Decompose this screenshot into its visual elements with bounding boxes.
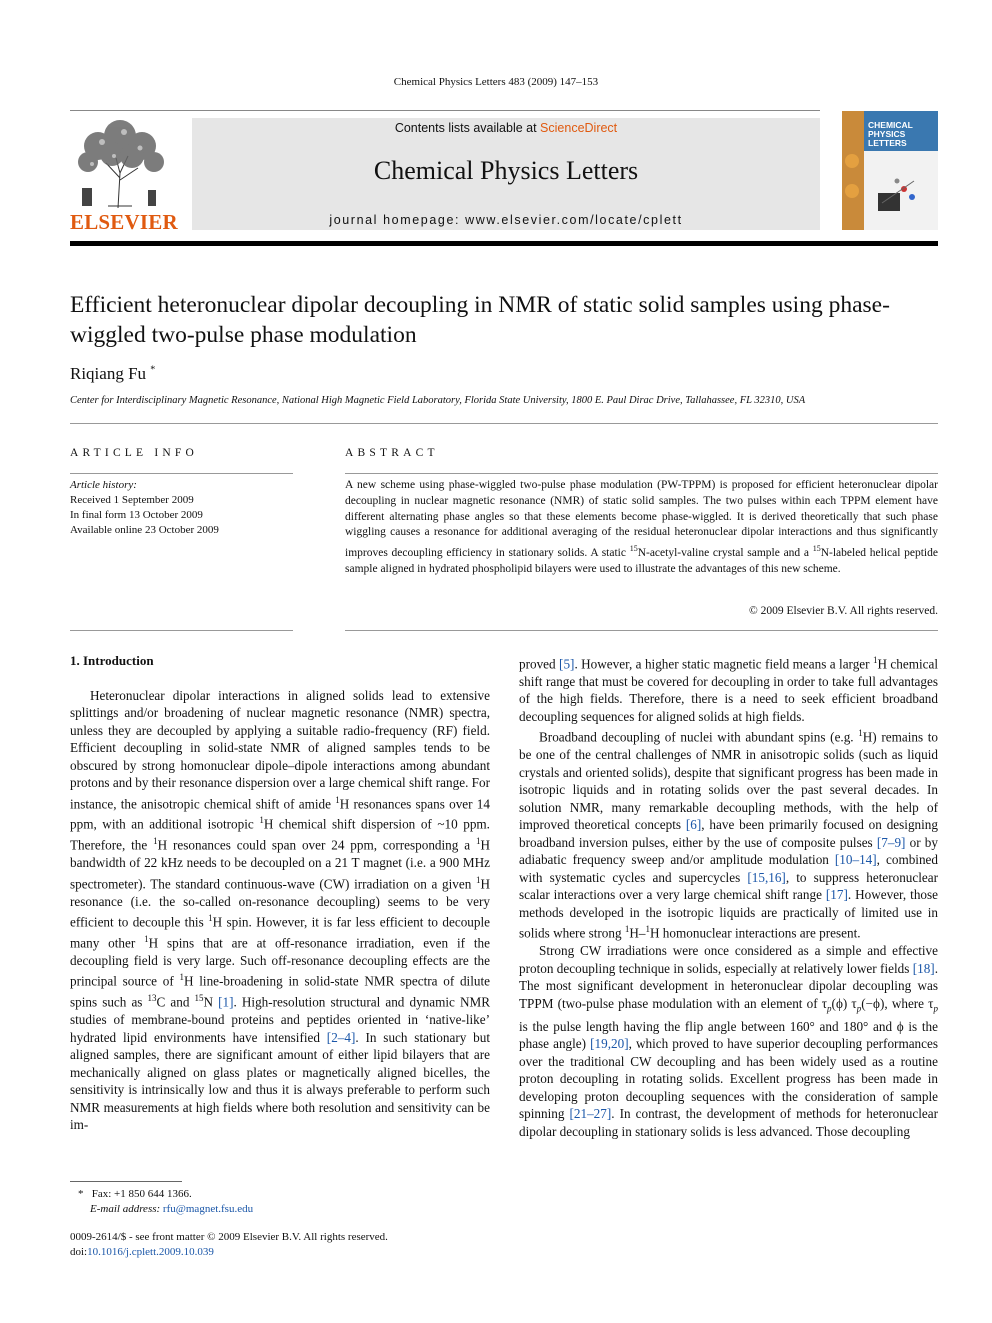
journal-citation: Chemical Physics Letters 483 (2009) 147–153 bbox=[393, 76, 599, 88]
fax-line: * Fax: +1 850 644 1366. bbox=[78, 1188, 192, 1200]
author-name bbox=[70, 364, 155, 384]
paragraph: proved [5]. However, a higher static magnetic field means a larger $^1$H chemical shift range that must be covered for decoupling in order to take full advantages of the high fields. Therefore, there is a need to seek efficient broadband decoupling sequences for aligned solids at high fields. bbox=[519, 655, 938, 724]
citation-link[interactable]: [17] bbox=[825, 887, 848, 903]
divider bbox=[70, 473, 293, 474]
doi-line: doi:10.1016/j.cplett.2009.10.039 bbox=[70, 1246, 214, 1258]
cover-title-line-2: PHYSICS bbox=[868, 129, 906, 139]
author[interactable]: Riqiang Fu bbox=[70, 364, 147, 383]
body-column-left bbox=[70, 652, 490, 1134]
paragraph: Heteronuclear dipolar interactions in aligned solids lead to extensive splittings and/or broadening of nuclear magnetic resonance (NMR) spectra, unless they are decoupled by applying a suitable radio-frequency (RF) field. Efficient decoupling in solid-state NMR of aligned samples tends to be obscured by strong homonuclear dipole–dipole interactions among abundant protons and by their resonance dispersion over a large chemical shift range. For instance, the anisotropic chemical shift of amide $^1$H resonances spans over 14 ppm, with an additional isotropic $^1$H chemical shift dispersion of ~10 ppm. Therefore, the $^1$H resonances could span over 24 ppm, corresponding a $^1$H bandwidth of 22 kHz needs to be decoupled on a 21 T magnet (i.e. a 900 MHz spectrometer). The standard continuous-wave (CW) irradiation on a given $^1$H resonance (i.e. the so-called on-resonance decoupling) seems to be very efficient to decouple this $^1$H spin. However, it is far less efficient to decouple many other $^1$H spins that are at off-resonance irradiation, even if the decoupling field is very large. Such off-resonance decoupling effects are the principal source of $^1$H line-broadening in solid-state NMR spectra of dilute spins such as $^{13}$C and $^{15}$N [1]. High-resolution structural and dynamic NMR studies of membrane-bound proteins and peptides oriented in ‘native-like’ hydrated lipid environments have intensified [2–4]. In such stationary but aligned samples, there are significant amount of either lipid bilayers that are mechanically aligned on glass plates or magnetically aligned bicelles, the sensitivity is intrinsically low and thus it is always preferable to perform such NMR measurements at high fields where both resolution and sensitivity can be im- bbox=[70, 687, 491, 1133]
abstract-text: A new scheme using phase-wiggled two-pulse phase modulation (PW-TPPM) is proposed for efficient heteronuclear dipolar decoupling in nuclear magnetic resonance (NMR) of static solid samples. The two pulses within each TPPM element have different alternating phase angles so that these elements become phase-wiggled. It is derived theoretically that such phase wiggling causes a resonance for additional averaging of the residual heteronuclear dipolar interactions and thus significantly improves decoupling efficiency in stationary solids. A static $^{15}$N-acetyl-valine crystal sample and a $^{15}$N-labeled helical peptide sample aligned in hydrated phospholipid bilayers were used to illustrate the advantages of this new scheme. bbox=[345, 479, 938, 575]
history-label: Article history: bbox=[70, 479, 137, 491]
divider bbox=[70, 423, 938, 424]
citation-link[interactable]: [1] bbox=[218, 994, 234, 1010]
citation-link[interactable]: [18] bbox=[912, 960, 935, 976]
abstract-heading: ABSTRACT bbox=[345, 447, 439, 459]
contents-line bbox=[192, 121, 820, 135]
cover-title-line-1: CHEMICAL bbox=[868, 120, 913, 130]
citation-link[interactable]: [15,16] bbox=[747, 869, 786, 885]
cover-title-line-3: LETTERS bbox=[868, 138, 907, 148]
footnote bbox=[78, 1187, 253, 1217]
paragraph: Strong CW irradiations were once considered as a simple and effective proton decoupling technique in solids, especially at relatively lower fields [18]. The most significant development in heteronuclear dipolar decoupling was TPPM (two-pulse phase modulation with an element of $\tau_p(\phi)$ $\tau_p(-\phi)$, where $\tau_p$ is the pulse length having the flip angle between 160° and 180° and ϕ is the phase angle) [19,20], which proved to have superior decoupling performances over the traditional CW decoupling and has been widely used as a routine proton decoupling in rotating solids. Excellent progress has been made in developing proton decoupling sequences with the consideration of sample spinning [21–27]. In contrast, the development of methods for heteronuclear dipolar decoupling in stationary solids is less advanced. Those decoupling bbox=[519, 943, 938, 1139]
email-line: E-mail address: rfu@magnet.fsu.edu bbox=[90, 1203, 254, 1215]
doi-link[interactable]: 10.1016/j.cplett.2009.10.039 bbox=[87, 1246, 214, 1258]
journal-homepage[interactable]: journal homepage: www.elsevier.com/locate/cplett bbox=[329, 213, 683, 227]
contents-prefix: Contents lists available at bbox=[394, 121, 541, 135]
final-form-date: In final form 13 October 2009 bbox=[70, 509, 203, 521]
footnote-rule bbox=[70, 1181, 182, 1182]
received-date: Received 1 September 2009 bbox=[70, 494, 194, 506]
affiliation: Center for Interdisciplinary Magnetic Resonance, National High Magnetic Field Laboratory, Florida State University, 1800 E. Paul Dirac Drive, Tallahassee, FL 32310, USA bbox=[70, 395, 806, 406]
elsevier-wordmark: ELSEVIER bbox=[70, 210, 178, 234]
header-top-rule bbox=[70, 110, 820, 111]
sciencedirect-link[interactable]: ScienceDirect bbox=[540, 121, 618, 135]
journal-cover-image bbox=[842, 111, 938, 230]
citation-link[interactable]: [5] bbox=[559, 656, 575, 672]
divider bbox=[345, 473, 938, 474]
divider bbox=[345, 630, 938, 631]
body-column-right bbox=[519, 652, 938, 1140]
front-matter bbox=[70, 1230, 388, 1260]
article-history bbox=[70, 478, 219, 538]
paragraph: Broadband decoupling of nuclei with abundant spins (e.g. $^1$H) remains to be one of the central challenges of NMR in anisotropic solids (such as liquid crystals and oriented solids), despite that significant progress has been made in isotropic liquids and in rotating solids over the past several decades. In solution NMR, many remarkable decoupling methods, with the help of improved theoretical concepts [6], have been primarily focused on designing broadband inversion pulses, either by the use of composite pulses [7–9] or by adiabatic frequency sweep and/or amplitude modulation [10–14], combined with systematic cycles and supercycles [15,16], to suppress heteronuclear scalar interactions over a very large chemical shift range [17]. However, those methods developed in the isotropic liquids are practically of limited use in solids where strong $^1$H–$^1$H homonuclear interactions are present. bbox=[519, 728, 938, 941]
online-date: Available online 23 October 2009 bbox=[70, 524, 219, 536]
article-title: Efficient heteronuclear dipolar decoupling in NMR of static solid samples using phase-wiggled two-pulse phase modulation bbox=[70, 292, 890, 348]
citation-link[interactable]: [21–27] bbox=[569, 1106, 612, 1122]
cover-title bbox=[868, 121, 913, 148]
divider bbox=[70, 630, 293, 631]
issn-line: 0009-2614/$ - see front matter © 2009 Elsevier B.V. All rights reserved. bbox=[70, 1231, 388, 1243]
citation-link[interactable]: [7–9] bbox=[876, 834, 906, 850]
article-info-heading: ARTICLE INFO bbox=[70, 447, 198, 459]
section-heading-introduction: 1. Introduction bbox=[70, 653, 154, 668]
journal-masthead bbox=[192, 118, 820, 230]
email-link[interactable]: rfu@magnet.fsu.edu bbox=[162, 1203, 254, 1215]
copyright: © 2009 Elsevier B.V. All rights reserved. bbox=[749, 605, 938, 617]
journal-name: Chemical Physics Letters bbox=[373, 156, 639, 185]
citation-link[interactable]: [10–14] bbox=[834, 852, 877, 868]
citation-link[interactable]: [6] bbox=[685, 817, 702, 833]
header-thick-rule bbox=[70, 241, 938, 246]
citation-link[interactable]: [19,20] bbox=[590, 1036, 629, 1052]
author-footnote-mark[interactable]: * bbox=[150, 364, 156, 376]
citation-link[interactable]: [2–4] bbox=[326, 1029, 356, 1045]
